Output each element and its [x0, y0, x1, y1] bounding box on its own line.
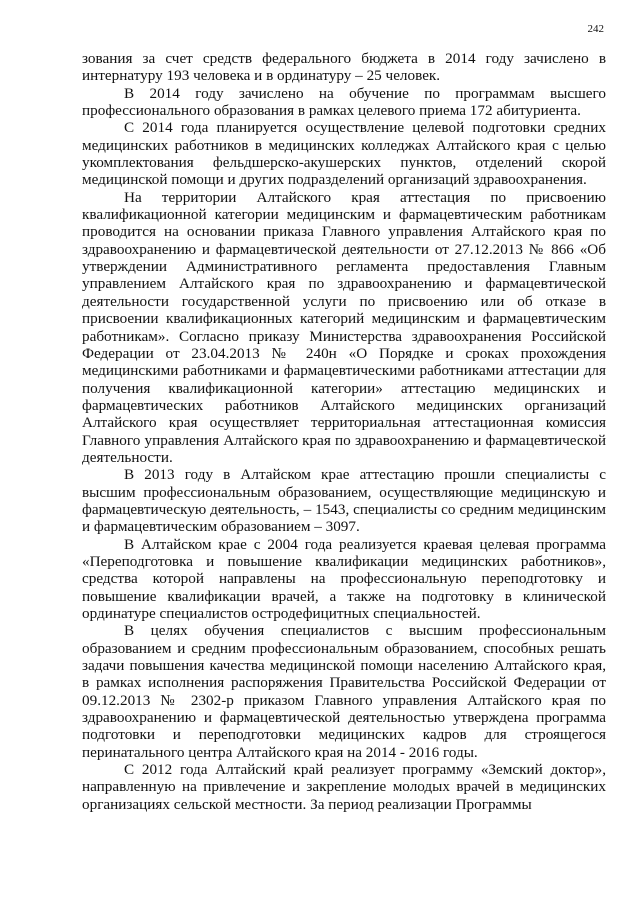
paragraph-5: В 2013 году в Алтайском крае аттестацию прошли специалисты с высшим профессиональным образованием, осуществляющие медицинскую и фармацевтическую деятельность, – 1543, специалисты со средним медицинским и фармацевтическим образованием – 3097.: [82, 466, 606, 536]
paragraph-6: В Алтайском крае с 2004 года реализуется краевая целевая программа «Переподготовка и повышение квалификации медицинских работников», средства которой направлены на профессиональную переподготовку и повышение квалификации врачей, а также на подготовку в клинической ординатуре специалистов остродефицитных специальностей.: [82, 535, 606, 622]
paragraph-4: На территории Алтайского края аттестация по присвоению квалификационной категории медицинским и фармацевтическим работникам проводится на основании приказа Главного управления Алтайского края по здравоохранению и фармацевтической деятельности от 27.12.2013 № 866 «Об утверждении Административного регламента предоставления Главным управлением Алтайского края по здравоохранению и фармацевтической деятельности государственной услуги по присвоению или об отказе в присвоении квалификационных категорий медицинским и фармацевтическим работникам». Согласно приказу Министерства здравоохранения Российской Федерации от 23.04.2013 № 240н «О Порядке и сроках прохождения медицинскими работниками и фармацевтическими работниками аттестации для получения квалификационной категории» аттестацию медицинских и фармацевтических работников Алтайского медицинских организаций Алтайского края осуществляет территориальная аттестационная комиссия Главного управления Алтайского края по здравоохранению и фармацевтической деятельности.: [82, 188, 606, 466]
paragraph-1: зования за счет средств федерального бюджета в 2014 году зачислено в интернатуру 193 человека и в ординатуру – 25 человек.: [82, 50, 606, 85]
paragraph-8: С 2012 года Алтайский край реализует программу «Земский доктор», направленную на привлечение и закрепление молодых врачей в медицинских организациях сельской местности. За период реализации Программы: [82, 761, 606, 813]
paragraph-7: В целях обучения специалистов с высшим профессиональным образованием и средним профессиональным образованием, способных решать задачи повышения качества медицинской помощи населению Алтайского края, в рамках исполнения распоряжения Правительства Российской Федерации от 09.12.2013 № 2302-р приказом Главного управления Алтайского края по здравоохранению и фармацевтической деятельностью утверждена программа подготовки и переподготовки медицинских кадров для строящегося перинатального центра Алтайского края на 2014 - 2016 годы.: [82, 622, 606, 761]
page-number: 242: [587, 23, 604, 35]
paragraph-3: С 2014 года планируется осуществление целевой подготовки средних медицинских работников в медицинских колледжах Алтайского края с целью укомплектования фельдшерско-акушерских пунктов, отделений скорой медицинской помощи и других подразделений организаций здравоохранения.: [82, 119, 606, 189]
document-body: [82, 50, 606, 813]
paragraph-2: В 2014 году зачислено на обучение по программам высшего профессионального образования в рамках целевого приема 172 абитуриента.: [82, 84, 606, 120]
